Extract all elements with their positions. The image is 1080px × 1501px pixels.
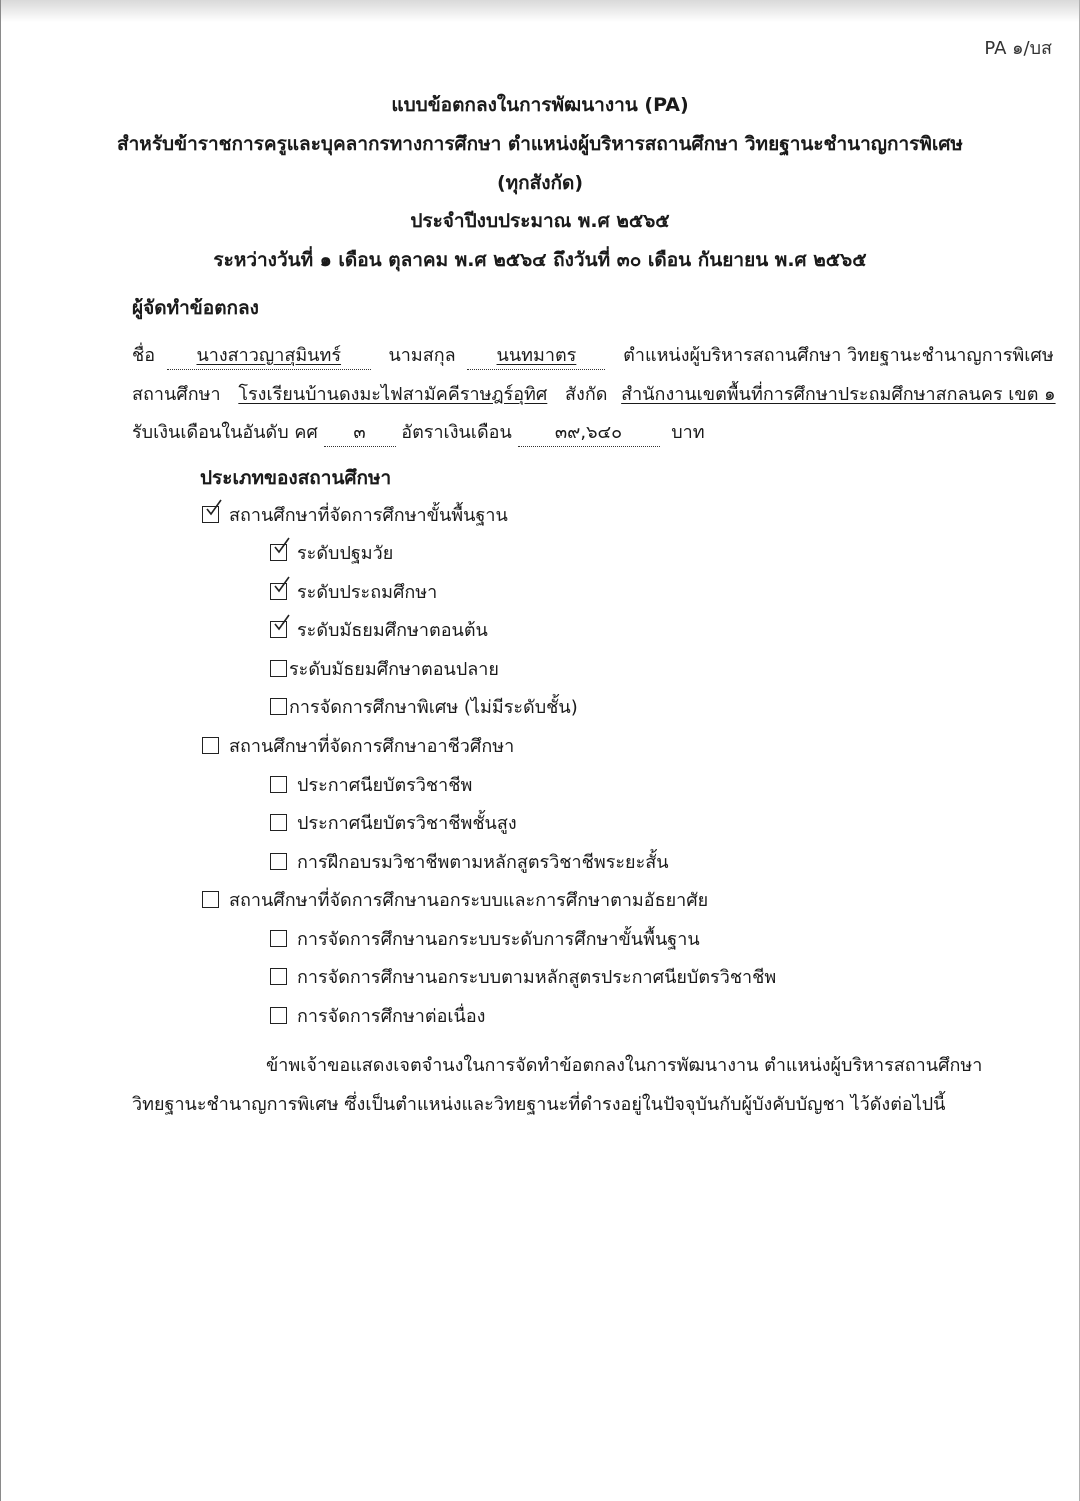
checkbox-lower-secondary[interactable] [270,615,488,644]
document-scope: (ทุกสังกัด) [496,172,584,194]
maker-name-row [132,340,1054,370]
statement-line-2: วิทยฐานะชำนาญการพิเศษ ซึ่งเป็นตำแหน่งและวิทยฐานะที่ดำรงอยู่ในปัจจุบันกับผู้บังคับบัญชา ไว้ดังต่อไปนี้ [132,1094,946,1115]
checkbox-box[interactable] [270,930,287,947]
checkbox-box[interactable] [270,698,287,715]
document-title: แบบข้อตกลงในการพัฒนางาน (PA) [391,94,689,116]
checkbox-box[interactable] [270,583,287,600]
name-label: ชื่อ [132,345,156,366]
affiliation-value: สำนักงานเขตพื้นที่การศึกษาประถมศึกษาสกลนคร เขต ๑ [621,384,1056,405]
checkbox-special-education[interactable] [270,692,578,721]
checkbox-label: ระดับมัธยมศึกษาตอนปลาย [289,659,499,680]
salary-rate-value: ๓๙,๖๔๐ [518,417,660,447]
checkbox-box[interactable] [270,968,287,985]
checkbox-continuing-education[interactable] [270,1001,485,1030]
checkbox-label: สถานศึกษาที่จัดการศึกษาอาชีวศึกษา [229,736,515,757]
checkbox-vocational-certificate[interactable] [270,770,472,799]
statement-line-1: ข้าพเจ้าขอแสดงเจตจำนงในการจัดทำข้อตกลงในการพัฒนางาน ตำแหน่งผู้บริหารสถานศึกษา [266,1055,983,1076]
checkbox-label: ระดับประถมศึกษา [297,582,438,603]
check-mark-icon [273,614,291,632]
checkbox-box[interactable] [270,660,287,677]
agreement-period: ระหว่างวันที่ ๑ เดือน ตุลาคม พ.ศ ๒๕๖๔ ถึงวันที่ ๓๐ เดือน กันยายน พ.ศ ๒๕๖๕ [213,249,867,271]
checkbox-label: สถานศึกษาที่จัดการศึกษานอกระบบและการศึกษาตามอัธยาศัย [229,890,709,911]
surname-value: นนทมาตร [467,340,605,370]
currency-label: บาท [671,422,705,443]
checkbox-label: การจัดการศึกษานอกระบบตามหลักสูตรประกาศนียบัตรวิชาชีพ [297,967,777,988]
school-types-title: ประเภทของสถานศึกษา [200,467,392,489]
checkbox-box[interactable] [270,621,287,638]
check-mark-icon [273,537,291,555]
checkbox-nonformal-vocational[interactable] [270,962,776,991]
checkbox-label: สถานศึกษาที่จัดการศึกษาขั้นพื้นฐาน [229,505,508,526]
checkbox-label: ระดับปฐมวัย [297,543,394,564]
checkbox-label: ประกาศนียบัตรวิชาชีพ [297,775,473,796]
salary-rank-value: ๓ [324,417,396,447]
checkbox-box[interactable] [270,1007,287,1024]
checkbox-box[interactable] [270,776,287,793]
checkbox-early-childhood[interactable] [270,538,393,567]
checkbox-upper-secondary[interactable] [270,654,499,683]
maker-school-row [132,379,1056,408]
surname-label: นามสกุล [388,345,456,366]
checkbox-nonformal-education[interactable] [202,885,708,914]
checkbox-box[interactable] [270,853,287,870]
position-text: ตำแหน่งผู้บริหารสถานศึกษา วิทยฐานะชำนาญการพิเศษ [623,345,1054,366]
checkbox-box[interactable] [202,737,219,754]
salary-rank-label: รับเงินเดือนในอันดับ คศ [132,422,318,443]
checkbox-vocational-education[interactable] [202,731,514,760]
checkbox-box[interactable] [270,544,287,561]
school-value: โรงเรียนบ้านดงมะไฟสามัคคีราษฎร์อุทิศ [238,384,548,405]
check-mark-icon [205,499,223,517]
check-mark-icon [273,576,291,594]
checkbox-box[interactable] [270,814,287,831]
checkbox-label: การจัดการศึกษานอกระบบระดับการศึกษาขั้นพื้นฐาน [297,929,700,950]
document-subtitle: สำหรับข้าราชการครูและบุคลากรทางการศึกษา ตำแหน่งผู้บริหารสถานศึกษา วิทยฐานะชำนาญการพิเศษ [117,133,963,155]
page-top-shadow [0,0,1080,22]
salary-rate-label: อัตราเงินเดือน [401,422,512,443]
document-code: PA ๑/บส [984,38,1052,59]
checkbox-higher-vocational-certificate[interactable] [270,808,517,837]
checkbox-nonformal-basic[interactable] [270,924,700,953]
maker-section-title: ผู้จัดทำข้อตกลง [132,297,259,319]
checkbox-label: การจัดการศึกษาต่อเนื่อง [297,1006,486,1027]
checkbox-box[interactable] [202,891,219,908]
checkbox-primary[interactable] [270,577,437,606]
checkbox-short-course-training[interactable] [270,847,669,876]
checkbox-label: ประกาศนียบัตรวิชาชีพชั้นสูง [297,813,517,834]
checkbox-label: การฝึกอบรมวิชาชีพตามหลักสูตรวิชาชีพระยะสั้น [297,852,669,873]
name-value: นางสาวญาสุมินทร์ [167,340,371,370]
fiscal-year: ประจำปีงบประมาณ พ.ศ ๒๕๖๕ [410,210,670,232]
maker-salary-row [132,417,705,447]
school-label: สถานศึกษา [132,384,221,405]
checkbox-label: ระดับมัธยมศึกษาตอนต้น [297,620,488,641]
checkbox-basic-education[interactable] [202,500,508,529]
checkbox-label: การจัดการศึกษาพิเศษ (ไม่มีระดับชั้น) [289,697,578,718]
checkbox-box[interactable] [202,506,219,523]
affiliation-label: สังกัด [565,384,608,405]
